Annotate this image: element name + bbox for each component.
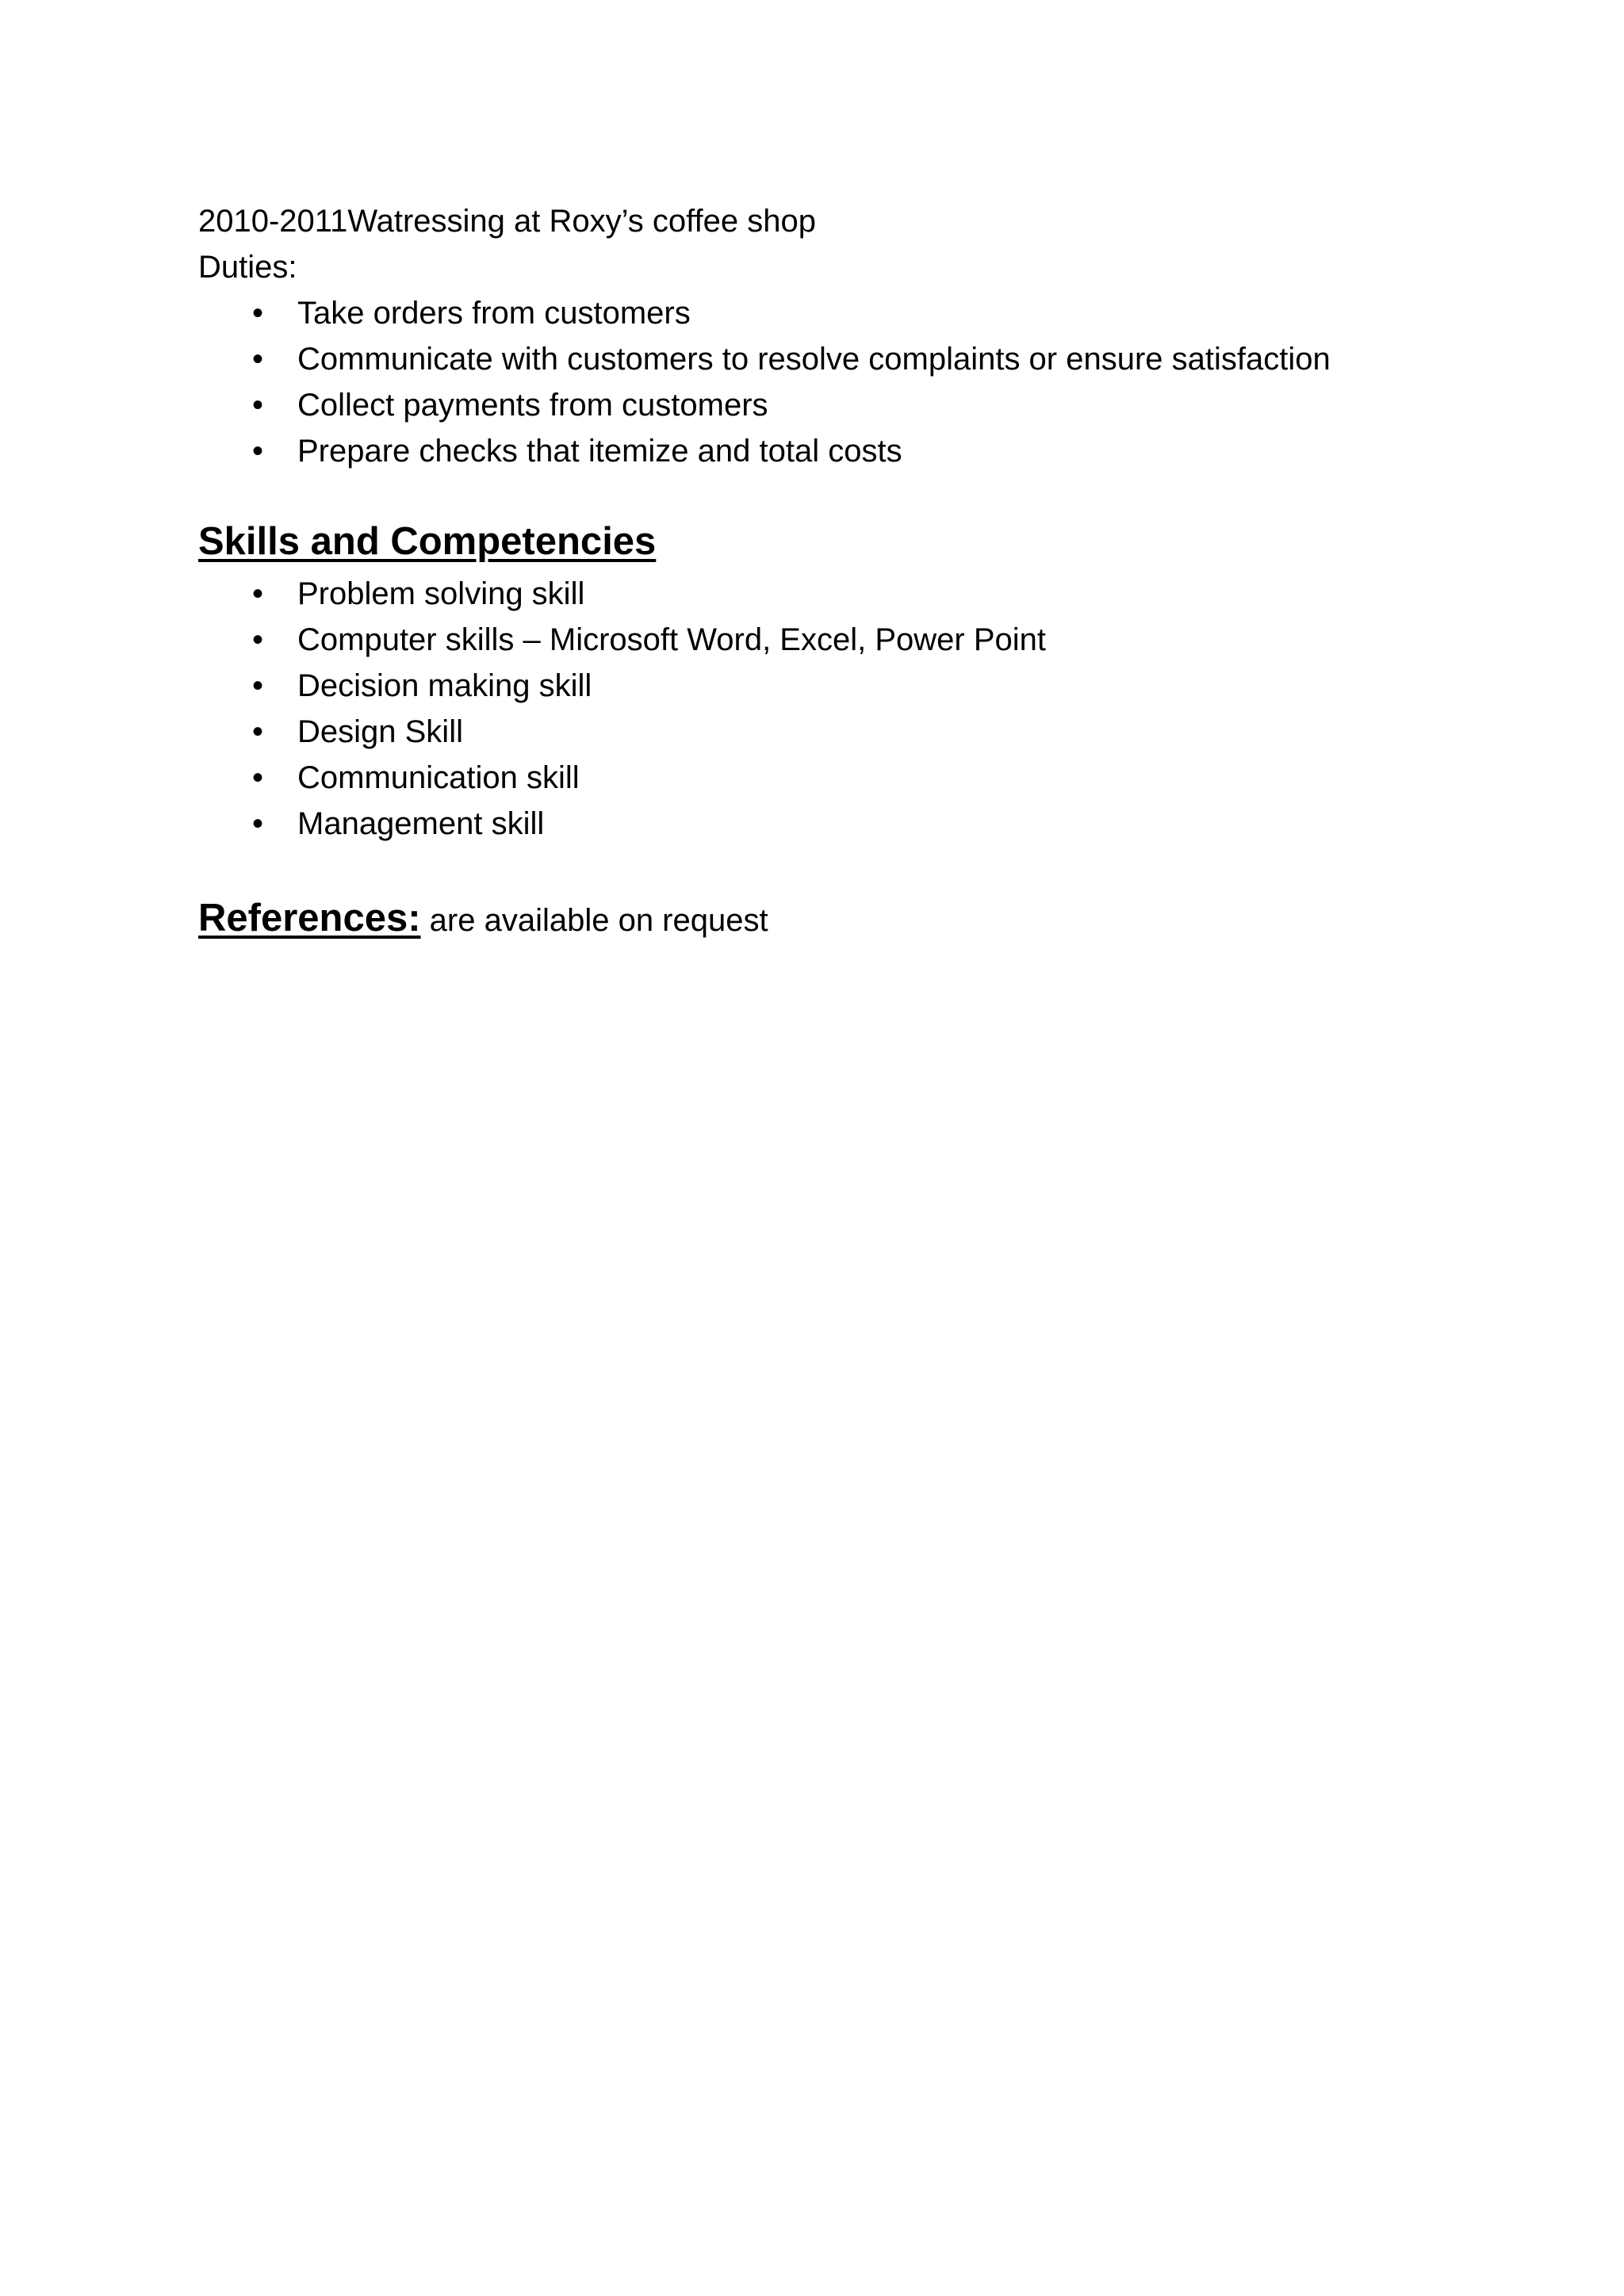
list-item <box>198 428 1435 474</box>
skill-text: Design Skill <box>297 714 463 749</box>
duties-list <box>198 290 1435 474</box>
list-item <box>198 755 1435 801</box>
skill-text: Management skill <box>297 806 545 841</box>
page-content <box>198 198 1435 955</box>
list-item <box>198 617 1435 663</box>
list-item <box>198 801 1435 847</box>
skill-text: Communication skill <box>297 760 580 795</box>
duty-text: Communicate with customers to resolve complaints or ensure satisfaction <box>297 342 1331 377</box>
skill-text: Computer skills – Microsoft Word, Excel, Power Point <box>297 622 1047 657</box>
references-text: are available on request <box>420 903 768 938</box>
bullet-icon: • <box>252 434 264 469</box>
list-item <box>198 709 1435 755</box>
list-item <box>198 663 1435 709</box>
duties-label: Duties: <box>198 250 297 285</box>
list-item <box>198 290 1435 336</box>
bullet-icon: • <box>252 714 264 749</box>
bullet-icon: • <box>252 388 264 423</box>
bullet-icon: • <box>252 576 264 611</box>
duty-text: Take orders from customers <box>297 296 691 331</box>
list-item <box>198 382 1435 428</box>
skill-text: Problem solving skill <box>297 576 585 611</box>
bullet-icon: • <box>252 296 264 331</box>
job-title-line: 2010-2011Watressing at Roxy’s coffee shop <box>198 204 816 239</box>
bullet-icon: • <box>252 760 264 795</box>
duty-text: Collect payments from customers <box>297 388 768 423</box>
skills-list <box>198 571 1435 847</box>
bullet-icon: • <box>252 342 264 377</box>
bullet-icon: • <box>252 668 264 703</box>
list-item <box>198 336 1435 382</box>
skill-text: Decision making skill <box>297 668 592 703</box>
bullet-icon: • <box>252 806 264 841</box>
duty-text: Prepare checks that itemize and total costs <box>297 434 902 469</box>
skills-heading: Skills and Competencies <box>198 520 657 563</box>
bullet-icon: • <box>252 622 264 657</box>
list-item <box>198 571 1435 617</box>
references-heading: References: <box>198 897 421 939</box>
skills-section <box>198 514 1435 847</box>
references-section <box>198 890 1435 955</box>
